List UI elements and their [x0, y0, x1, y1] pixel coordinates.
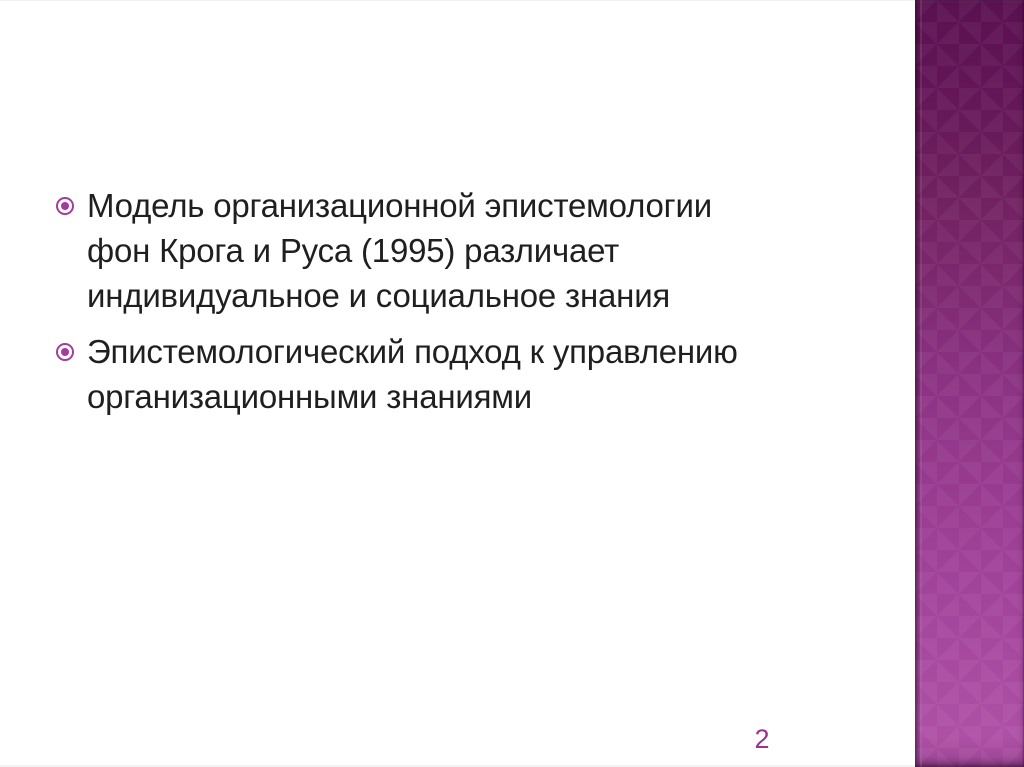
bullet-dot [61, 202, 69, 210]
bullet-text [87, 183, 712, 318]
bullet-line: фон Крога и Руса (1995) различает [87, 232, 620, 269]
target-bullet-icon [56, 197, 74, 215]
bullet-dot [61, 348, 69, 356]
bullet-text [87, 329, 738, 419]
target-bullet-icon [56, 343, 74, 361]
page-number: 2 [754, 724, 770, 754]
accent-stripe [915, 0, 1024, 767]
bullet-item [56, 329, 856, 419]
bullet-item [56, 183, 856, 318]
bullet-line: Модель организационной эпистемологии [87, 187, 712, 224]
stripe-highlight-line [920, 0, 922, 767]
bullet-line: организационными знаниями [87, 378, 533, 415]
slide-body-text [56, 183, 856, 430]
bullet-line: индивидуальное и социальное знания [87, 277, 671, 314]
bullet-line: Эпистемологический подход к управлению [87, 333, 738, 370]
